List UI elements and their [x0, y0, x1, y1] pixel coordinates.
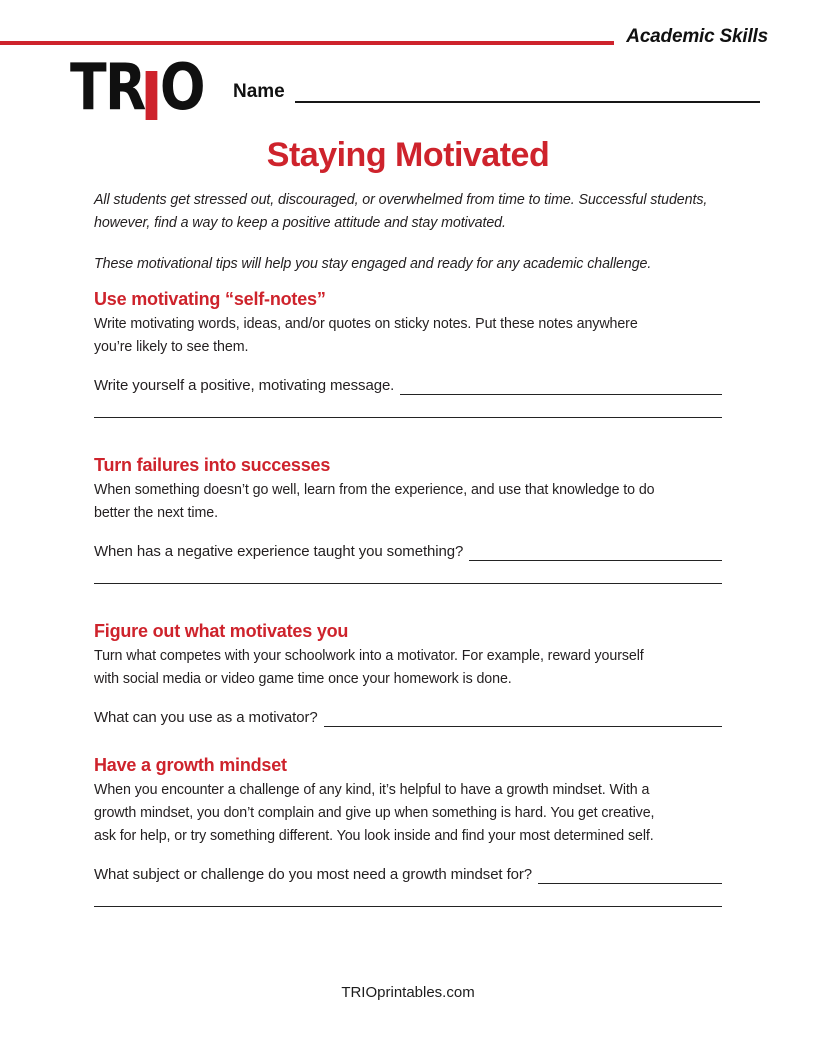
prompt-row: [94, 374, 722, 397]
logo-letters-tr: TR: [70, 51, 145, 125]
prompt-row: [94, 863, 722, 886]
intro-line: All students get stressed out, discouraged, or overwhelmed from time to time. Successful students,: [94, 191, 708, 208]
intro-line: however, find a way to keep a positive attitude and stay motivated.: [94, 214, 506, 231]
section-heading: Have a growth mindset: [94, 755, 287, 775]
name-write-in-line[interactable]: [295, 101, 760, 103]
logo-letter-i-bar: [146, 71, 158, 120]
prompt-row: [94, 540, 722, 563]
intro-line: These motivational tips will help you stay engaged and ready for any academic challenge.: [94, 255, 652, 272]
write-in-line-2[interactable]: [94, 583, 722, 584]
logo-letter-o: O: [159, 51, 204, 125]
prompt-row: [94, 706, 722, 729]
write-in-line-2[interactable]: [94, 417, 722, 418]
write-in-line-2[interactable]: [94, 906, 722, 907]
write-in-line[interactable]: [324, 726, 722, 727]
body-line: growth mindset, you don’t complain and give up when something is hard. You get creative,: [94, 804, 655, 821]
section-body: [94, 644, 722, 690]
prompt-text: Write yourself a positive, motivating message.: [94, 377, 395, 394]
body-line: ask for help, or try something different. You look inside and find your most determined self.: [94, 827, 654, 844]
write-in-line[interactable]: [400, 394, 722, 395]
body-line: you’re likely to see them.: [94, 338, 249, 355]
body-line: When something doesn’t go well, learn from the experience, and use that knowledge to do: [94, 481, 655, 498]
section-body: [94, 312, 722, 358]
section-heading: Figure out what motivates you: [94, 621, 349, 641]
section-body: [94, 478, 722, 524]
section-motivates-you: [94, 620, 722, 729]
section-failures: [94, 454, 722, 584]
write-in-line[interactable]: [469, 560, 722, 561]
body-line: When you encounter a challenge of any kind, it’s helpful to have a growth mindset. With a: [94, 781, 650, 798]
prompt-text: What can you use as a motivator?: [94, 709, 318, 726]
section-body: [94, 778, 722, 847]
series-label: Academic Skills: [626, 26, 768, 47]
body-line: with social media or video game time once your homework is done.: [94, 670, 512, 687]
page-title: Staying Motivated: [266, 136, 550, 174]
footer-url: TRIOprintables.com: [341, 984, 475, 1001]
section-growth-mindset: [94, 754, 722, 907]
trio-logo: [70, 51, 204, 125]
section-heading: Turn failures into successes: [94, 455, 331, 475]
prompt-text: When has a negative experience taught you something?: [94, 543, 464, 560]
prompt-text: What subject or challenge do you most need a growth mindset for?: [94, 866, 533, 883]
name-row: [233, 79, 760, 103]
intro-paragraph-2: [94, 252, 754, 275]
section-self-notes: [94, 288, 722, 418]
body-line: better the next time.: [94, 504, 218, 521]
body-line: Turn what competes with your schoolwork into a motivator. For example, reward yourself: [94, 647, 644, 664]
name-label: Name: [233, 81, 285, 102]
body-line: Write motivating words, ideas, and/or quotes on sticky notes. Put these notes anywhere: [94, 315, 638, 332]
section-heading: Use motivating “self-notes”: [94, 289, 326, 309]
write-in-line[interactable]: [538, 883, 722, 884]
intro-paragraph-1: [94, 188, 754, 234]
header-rule: [0, 41, 614, 45]
